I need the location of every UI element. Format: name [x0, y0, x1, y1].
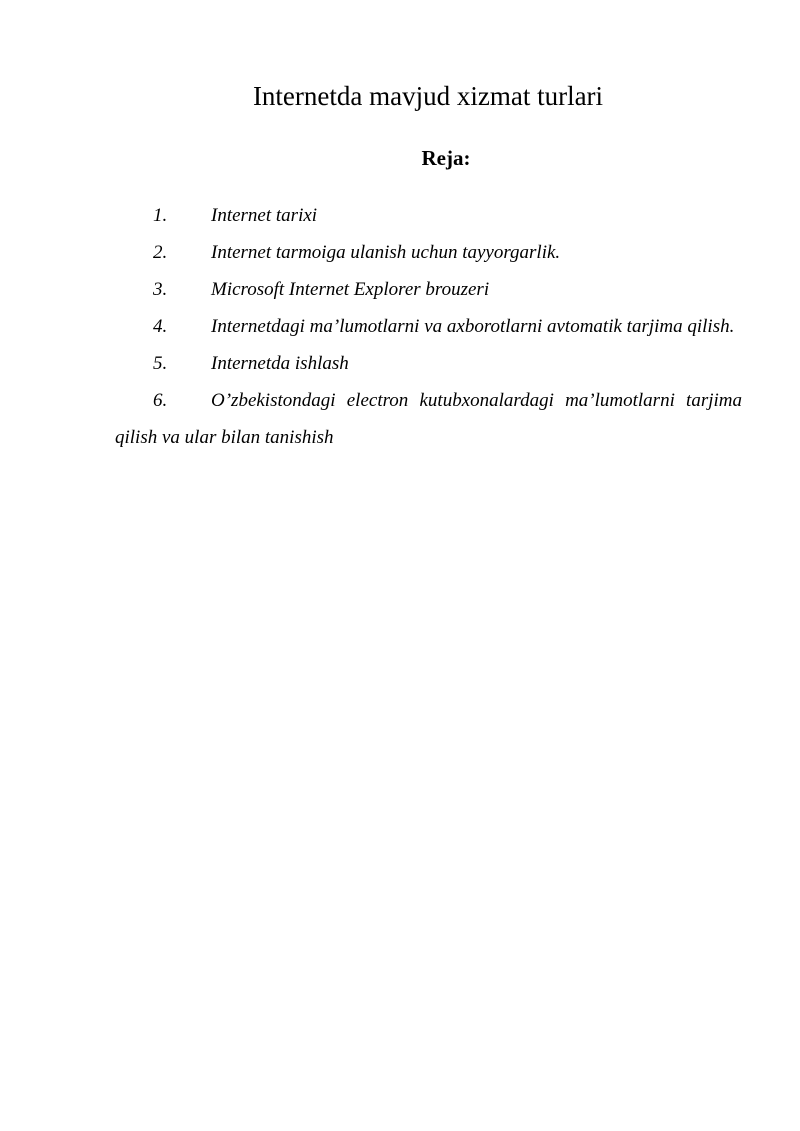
document-title: Internetda mavjud xizmat turlari — [252, 81, 604, 111]
item-number: 6. — [153, 390, 168, 411]
item-text: Internetdagi ma’lumotlarni va axborotlarni avtomatik tarjima qilish. — [211, 316, 735, 337]
item-number: 1. — [153, 205, 168, 226]
item-number: 5. — [153, 353, 168, 374]
item-text: O’zbekistondagi electron kutubxonalardagi ma’lumotlarni tarjima qilish va ular bilan tanishish — [115, 390, 742, 448]
plan-list-item — [115, 382, 742, 456]
plan-list-item — [115, 197, 742, 234]
item-number: 3. — [153, 279, 168, 300]
plan-list-item — [115, 308, 742, 345]
plan-list-item — [115, 271, 742, 308]
item-number: 4. — [153, 316, 168, 337]
item-text: Microsoft Internet Explorer brouzeri — [211, 279, 490, 300]
item-text: Internet tarixi — [211, 205, 318, 226]
item-number: 2. — [153, 242, 168, 263]
item-text: Internetda ishlash — [211, 353, 349, 374]
plan-list — [115, 197, 742, 456]
plan-list-item — [115, 234, 742, 271]
item-text: Internet tarmoiga ulanish uchun tayyorgarlik. — [211, 242, 561, 263]
plan-heading: Reja: — [421, 146, 471, 170]
plan-list-item — [115, 345, 742, 382]
